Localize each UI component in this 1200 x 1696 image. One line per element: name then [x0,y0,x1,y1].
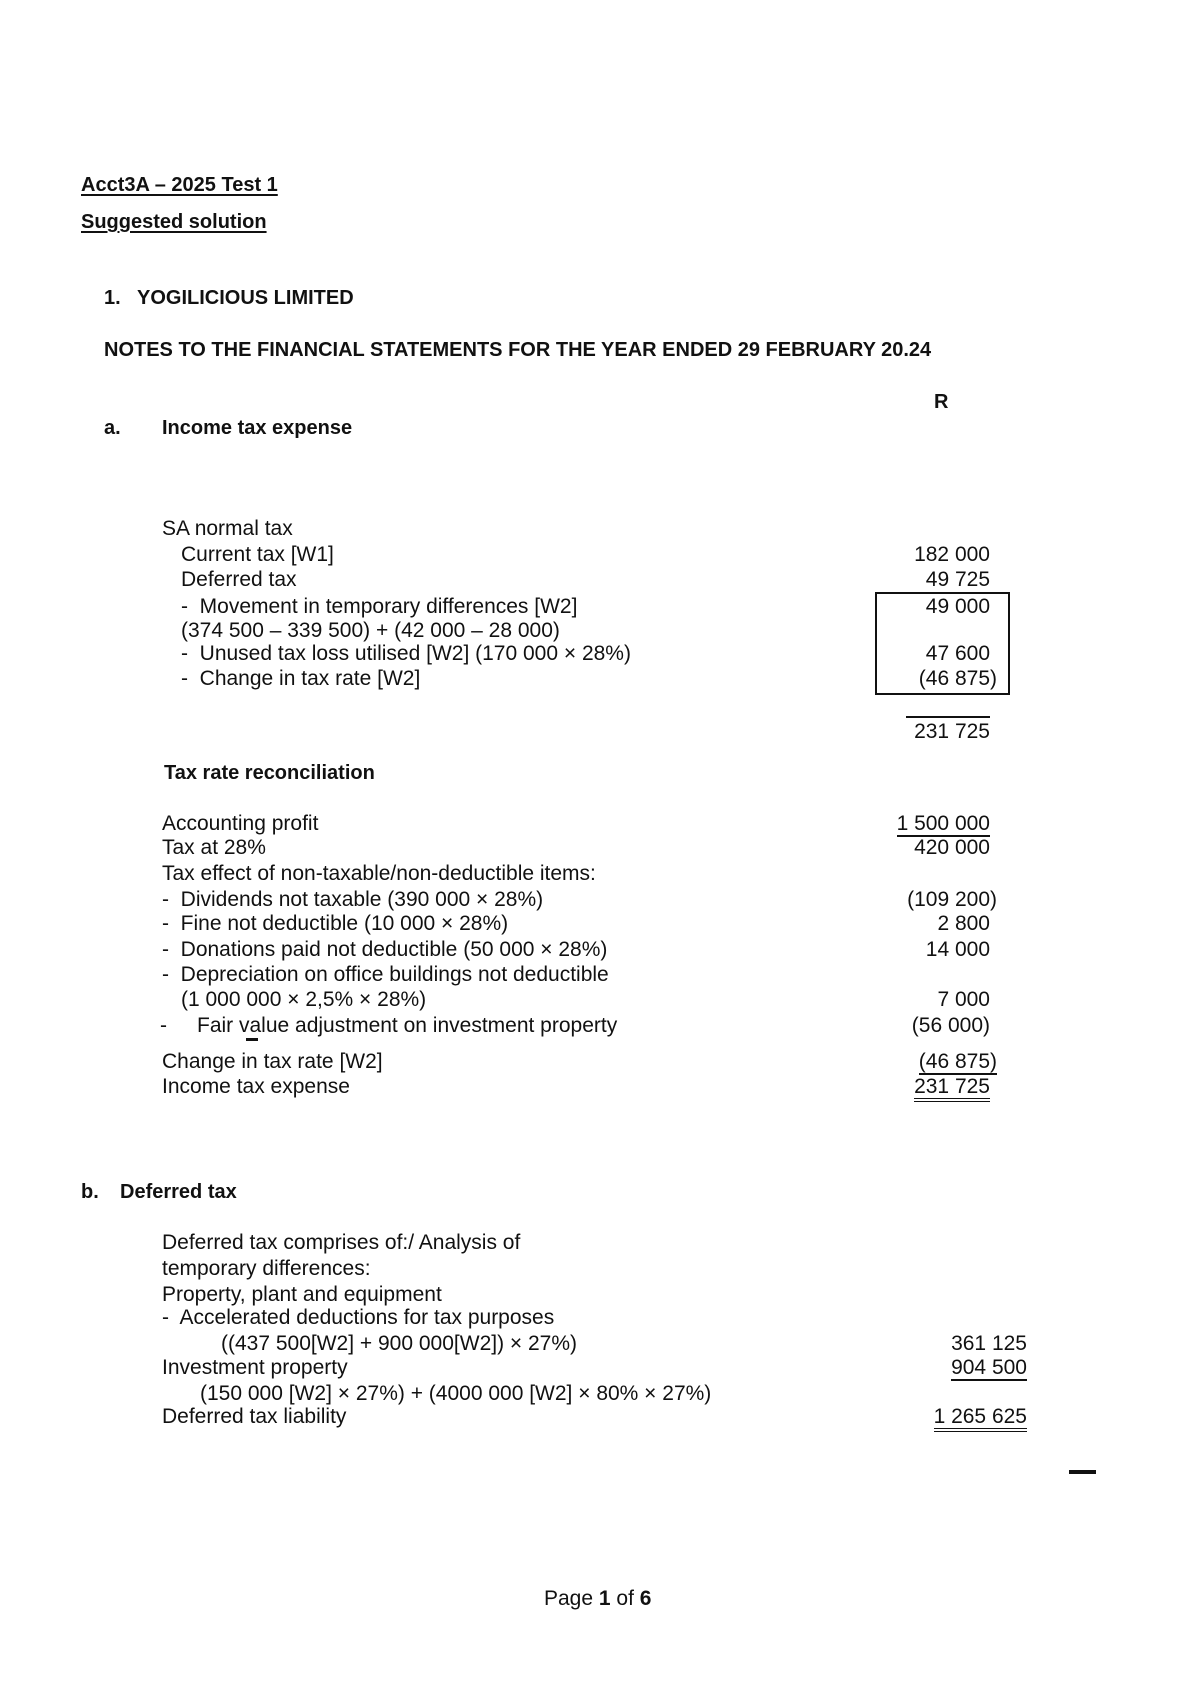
section-a-title: Income tax expense [162,417,353,439]
sa-normal-tax-label: SA normal tax [162,517,293,540]
movement-calculation: (374 500 – 339 500) + (42 000 – 28 000) [181,619,560,642]
deferred-tax-amount: 49 725 [925,568,990,591]
current-tax-amount: 182 000 [914,543,990,566]
change-rate-label: Change in tax rate [W2] [162,1050,383,1073]
deferred-tax-label: Deferred tax [181,568,297,591]
movement-amount: 49 000 [925,595,990,618]
accelerated-calculation: ((437 500[W2] + 900 000[W2]) × 27%) [221,1332,578,1355]
donations-amount: 14 000 [925,938,990,961]
document-subtitle: Suggested solution [81,211,267,233]
total-rule [906,716,990,718]
ppe-label: Property, plant and equipment [162,1283,442,1306]
page-number [544,1588,651,1609]
depreciation-label: - Depreciation on office buildings not deductible [162,963,609,986]
margin-mark [1069,1470,1096,1474]
page-prefix: Page [544,1587,599,1610]
fair-value-label: Fair value adjustment on investment property [197,1014,618,1037]
depreciation-calculation: (1 000 000 × 2,5% × 28%) [181,988,427,1011]
tax-effect-heading: Tax effect of non-taxable/non-deductible items: [162,862,596,885]
page-of: of [610,1587,640,1610]
dividends-label: - Dividends not taxable (390 000 × 28%) [162,888,544,911]
fine-label: - Fine not deductible (10 000 × 28%) [162,912,509,935]
dividends-amount: (109 200) [907,888,997,911]
deferred-tax-intro-2: temporary differences: [162,1257,371,1280]
income-tax-total: 231 725 [914,720,990,743]
income-tax-expense-label: Income tax expense [162,1075,350,1098]
stray-mark [246,1038,258,1041]
tax-at-rate-label: Tax at 28% [162,836,266,859]
investment-property-amount: 904 500 [951,1356,1027,1379]
page-total: 6 [639,1587,652,1610]
donations-label: - Donations paid not deductible (50 000 × 28%) [162,938,608,961]
accelerated-deductions-label: - Accelerated deductions for tax purposes [162,1306,555,1329]
unused-tax-loss-amount: 47 600 [925,642,990,665]
current-tax-label: Current tax [W1] [181,543,334,566]
depreciation-amount: 7 000 [937,988,990,1011]
notes-title: NOTES TO THE FINANCIAL STATEMENTS FOR THE YEAR ENDED 29 FEBRUARY 20.24 [104,339,932,361]
accounting-profit-label: Accounting profit [162,812,319,835]
document-title: Acct3A – 2025 Test 1 [81,174,278,196]
movement-label: - Movement in temporary differences [W2] [181,595,578,618]
fair-value-amount: (56 000) [911,1014,990,1037]
section-b-label: b. [81,1181,99,1203]
investment-property-label: Investment property [162,1356,348,1379]
deferred-tax-liability-amount: 1 265 625 [934,1406,1027,1432]
fine-amount: 2 800 [937,912,990,935]
tax-rate-reconciliation-title: Tax rate reconciliation [164,762,375,784]
tax-at-rate-amount: 420 000 [914,836,990,859]
income-tax-expense-amount: 231 725 [914,1076,990,1102]
fair-value-dash: - [160,1014,167,1037]
section-b-title: Deferred tax [120,1181,237,1203]
accelerated-amount: 361 125 [951,1332,1027,1355]
question-heading: 1. YOGILICIOUS LIMITED [104,287,354,309]
rate-change-label: - Change in tax rate [W2] [181,667,421,690]
accounting-profit-amount: 1 500 000 [896,812,990,835]
change-rate-amount: (46 875) [918,1050,997,1073]
deferred-tax-intro-1: Deferred tax comprises of:/ Analysis of [162,1231,521,1254]
deferred-tax-liability-label: Deferred tax liability [162,1405,347,1428]
currency-column-header: R [934,391,949,413]
unused-tax-loss-label: - Unused tax loss utilised [W2] (170 000 × 28%) [181,642,631,665]
page-current: 1 [598,1587,611,1610]
section-a-label: a. [104,417,121,439]
rate-change-amount: (46 875) [918,667,997,690]
investment-calculation: (150 000 [W2] × 27%) + (4000 000 [W2] × 80% × 27%) [200,1382,712,1405]
